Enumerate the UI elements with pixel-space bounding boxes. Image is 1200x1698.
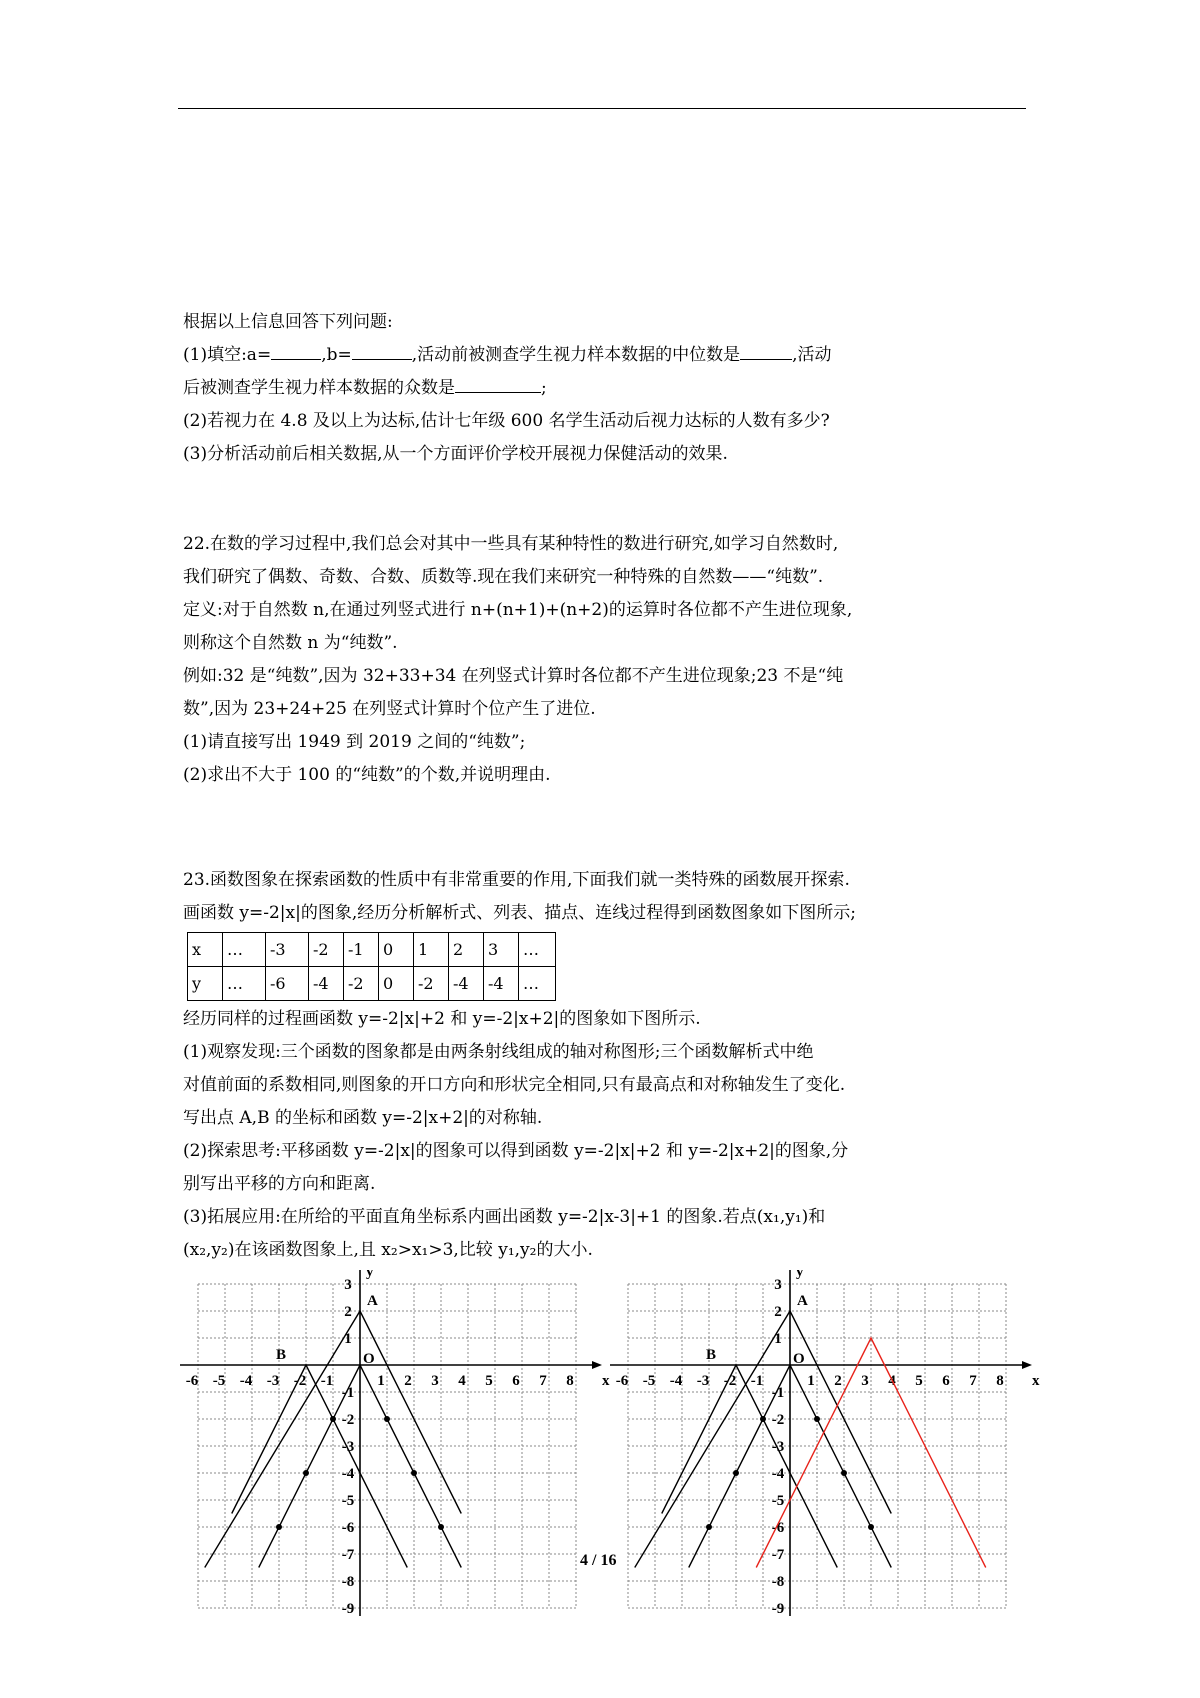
table-cell: 2 (449, 933, 484, 967)
y-tick-label: 1 (774, 1331, 782, 1347)
x-tick-label: -2 (293, 1373, 307, 1389)
origin-label: O (793, 1351, 805, 1367)
plotted-point (814, 1416, 820, 1422)
question-21: 根据以上信息回答下列问题: (1)填空:a= ,b= ,活动前被测查学生视力样本数据的中位数是 ,活动 后被测查学生视力样本数据的众数是 ; (2)若视力在 4.8 及以上为达标,估计七年级 600 名学生活动后视力达标的人数有多少? (3)分析活动前后相关数据,从一个方面评价学校开展视力保健活动的效果. (183, 306, 1028, 471)
coordinate-graph-left (178, 1270, 618, 1622)
x-tick-label: -3 (696, 1373, 710, 1389)
table-cell: 1 (414, 933, 449, 967)
x-tick-label: 2 (404, 1373, 412, 1389)
point-label-b: B (276, 1347, 287, 1363)
y-tick-label: 2 (344, 1304, 352, 1320)
x-tick-label: 4 (888, 1373, 896, 1389)
q21-part3: (3)分析活动前后相关数据,从一个方面评价学校开展视力保健活动的效果. (183, 444, 728, 464)
table-row-x (188, 933, 556, 967)
y-tick-label: -9 (341, 1601, 355, 1617)
x-tick-label: 4 (458, 1373, 466, 1389)
table-cell: -4 (484, 967, 519, 1001)
point-label-a: A (367, 1293, 378, 1309)
x-tick-label: 6 (942, 1373, 950, 1389)
y-tick-label: 3 (774, 1277, 782, 1293)
question-23: 23.函数图象在探索函数的性质中有非常重要的作用,下面我们就一类特殊的函数展开探索. 画函数 y=-2|x|的图象,经历分析解析式、列表、描点、连线过程得到函数图象如下图所示; x … -3 -2 -1 0 1 2 3 … y … -6 -4 -2 0 -2 -4 -4 … 经历同样的过程画函数 y=-2|x|+2 和 y=-2|x+2|的图象如下图所示. (1)观察发现:三个函数的图象都是由两条射线组成的轴对称图形;三个函数解析式中绝 对值前面的系数相同,则图象的开口方向和形状完全相同,只有最高点和对称轴发生了变化. 写出点 A,B 的坐标和函数 y=-2|x+2|的对称轴. (2)探索思考:平移函数 y=-2|x|的图象可以得到函数 y=-2|x|+2 和 y=-2|x+2|的图象,分 别写出平移的方向和距离. (3)拓展应用:在所给的平面直角坐标系内画出函数 y=-2|x-3|+1 的图象.若点(x₁,y₁)和 (x₂,y₂)在该函数图象上,且 x₂>x₁>3,比较 y₁,y₂的大小. (183, 864, 1028, 1267)
plotted-point (706, 1524, 712, 1530)
answer-blank-mode (455, 374, 541, 393)
x-tick-label: 3 (431, 1373, 439, 1389)
plotted-point (384, 1416, 390, 1422)
y-axis-label: y (796, 1270, 804, 1280)
x-tick-label: 8 (566, 1373, 574, 1389)
x-tick-label: 1 (377, 1373, 385, 1389)
table-cell: -1 (344, 933, 379, 967)
q22-part2: (2)求出不大于 100 的“纯数”的个数,并说明理由. (183, 765, 551, 785)
y-tick-label: -8 (771, 1574, 785, 1590)
y-tick-label: 1 (344, 1331, 352, 1347)
q23-part3: (3)拓展应用:在所给的平面直角坐标系内画出函数 y=-2|x-3|+1 的图象.若点(x₁,y₁)和 (183, 1207, 826, 1227)
y-tick-label: -3 (341, 1439, 355, 1455)
answer-blank-median (740, 341, 792, 360)
function-graph (232, 1365, 408, 1568)
table-cell: -4 (309, 967, 344, 1001)
y-tick-label: -2 (771, 1412, 785, 1428)
x-axis-label: x (1032, 1373, 1040, 1389)
answer-blank-a (271, 341, 321, 360)
page-number: 4 / 16 (580, 1552, 617, 1569)
x-tick-label: 1 (807, 1373, 815, 1389)
x-tick-label: -5 (212, 1373, 226, 1389)
y-tick-label: 3 (344, 1277, 352, 1293)
plotted-point (438, 1524, 444, 1530)
table-cell: -2 (414, 967, 449, 1001)
x-tick-label: -4 (239, 1373, 253, 1389)
y-tick-label: -5 (771, 1493, 785, 1509)
x-tick-label: 2 (834, 1373, 842, 1389)
plotted-point (733, 1470, 739, 1476)
x-tick-label: 7 (969, 1373, 977, 1389)
y-tick-label: -2 (341, 1412, 355, 1428)
y-axis-label: y (366, 1270, 374, 1280)
table-cell: -2 (309, 933, 344, 967)
plotted-point (868, 1524, 874, 1530)
table-cell: … (223, 967, 266, 1001)
table-cell: 0 (379, 933, 414, 967)
x-tick-label: -4 (669, 1373, 683, 1389)
plotted-point (841, 1470, 847, 1476)
point-label-b: B (706, 1347, 717, 1363)
table-cell: … (223, 933, 266, 967)
table-cell: y (188, 967, 223, 1001)
x-tick-label: -1 (750, 1373, 764, 1389)
y-tick-label: -6 (341, 1520, 355, 1536)
x-axis-label: x (602, 1373, 610, 1389)
q23-part2: (2)探索思考:平移函数 y=-2|x|的图象可以得到函数 y=-2|x|+2 和 y=-2|x+2|的图象,分 (183, 1141, 849, 1161)
x-tick-label: -2 (723, 1373, 737, 1389)
q21-part2: (2)若视力在 4.8 及以上为达标,估计七年级 600 名学生活动后视力达标的人数有多少? (183, 411, 830, 431)
x-tick-label: -5 (642, 1373, 656, 1389)
y-tick-label: -3 (771, 1439, 785, 1455)
table-cell: 0 (379, 967, 414, 1001)
x-tick-label: -6 (185, 1373, 199, 1389)
y-tick-label: -9 (771, 1601, 785, 1617)
plotted-point (303, 1470, 309, 1476)
x-tick-label: -6 (615, 1373, 629, 1389)
y-tick-label: -8 (341, 1574, 355, 1590)
x-tick-label: 3 (861, 1373, 869, 1389)
y-tick-label: -1 (771, 1385, 785, 1401)
y-tick-label: -1 (341, 1385, 355, 1401)
x-tick-label: 6 (512, 1373, 520, 1389)
y-tick-label: -6 (771, 1520, 785, 1536)
table-cell: -4 (449, 967, 484, 1001)
coordinate-graph-right (608, 1270, 1048, 1622)
table-cell: … (519, 967, 556, 1001)
table-row-y (188, 967, 556, 1001)
x-tick-label: 5 (915, 1373, 923, 1389)
table-cell: x (188, 933, 223, 967)
origin-label: O (363, 1351, 375, 1367)
q23-part1: (1)观察发现:三个函数的图象都是由两条射线组成的轴对称图形;三个函数解析式中绝 (183, 1042, 814, 1062)
table-cell: … (519, 933, 556, 967)
function-graph (662, 1365, 838, 1568)
q21-part1: (1)填空:a= ,b= ,活动前被测查学生视力样本数据的中位数是 ,活动 (183, 339, 1028, 372)
x-tick-label: 8 (996, 1373, 1004, 1389)
table-cell: 3 (484, 933, 519, 967)
table-cell: -3 (266, 933, 309, 967)
x-tick-label: -1 (320, 1373, 334, 1389)
plotted-point (276, 1524, 282, 1530)
table-cell: -2 (344, 967, 379, 1001)
value-table (187, 932, 556, 1001)
table-cell: -6 (266, 967, 309, 1001)
point-label-a: A (797, 1293, 808, 1309)
y-tick-label: -7 (771, 1547, 785, 1563)
y-tick-label: 2 (774, 1304, 782, 1320)
question-22: 22.在数的学习过程中,我们总会对其中一些具有某种特性的数进行研究,如学习自然数时, 我们研究了偶数、奇数、合数、质数等.现在我们来研究一种特殊的自然数——“纯数”. 定义:对于自然数 n,在通过列竖式进行 n+(n+1)+(n+2)的运算时各位都不产生进位现象, 则称这个自然数 n 为“纯数”. 例如:32 是“纯数”,因为 32+33+34 在列竖式计算时各位都不产生进位现象;23 不是“纯 数”,因为 23+24+25 在列竖式计算时个位产生了进位. (1)请直接写出 1949 到 2019 之间的“纯数”; (2)求出不大于 100 的“纯数”的个数,并说明理由. (183, 528, 1028, 792)
x-tick-label: 5 (485, 1373, 493, 1389)
q21-intro: 根据以上信息回答下列问题: (183, 312, 393, 332)
header-rule (178, 108, 1026, 109)
x-tick-label: -3 (266, 1373, 280, 1389)
y-tick-label: -7 (341, 1547, 355, 1563)
x-tick-label: 7 (539, 1373, 547, 1389)
plotted-point (760, 1416, 766, 1422)
y-tick-label: -4 (771, 1466, 785, 1482)
plotted-point (330, 1416, 336, 1422)
y-tick-label: -4 (341, 1466, 355, 1482)
plotted-point (411, 1470, 417, 1476)
y-tick-label: -5 (341, 1493, 355, 1509)
q22-part1: (1)请直接写出 1949 到 2019 之间的“纯数”; (183, 732, 526, 752)
x-axis-arrow-icon (592, 1361, 602, 1369)
x-axis-arrow-icon (1022, 1361, 1032, 1369)
answer-blank-b (352, 341, 412, 360)
